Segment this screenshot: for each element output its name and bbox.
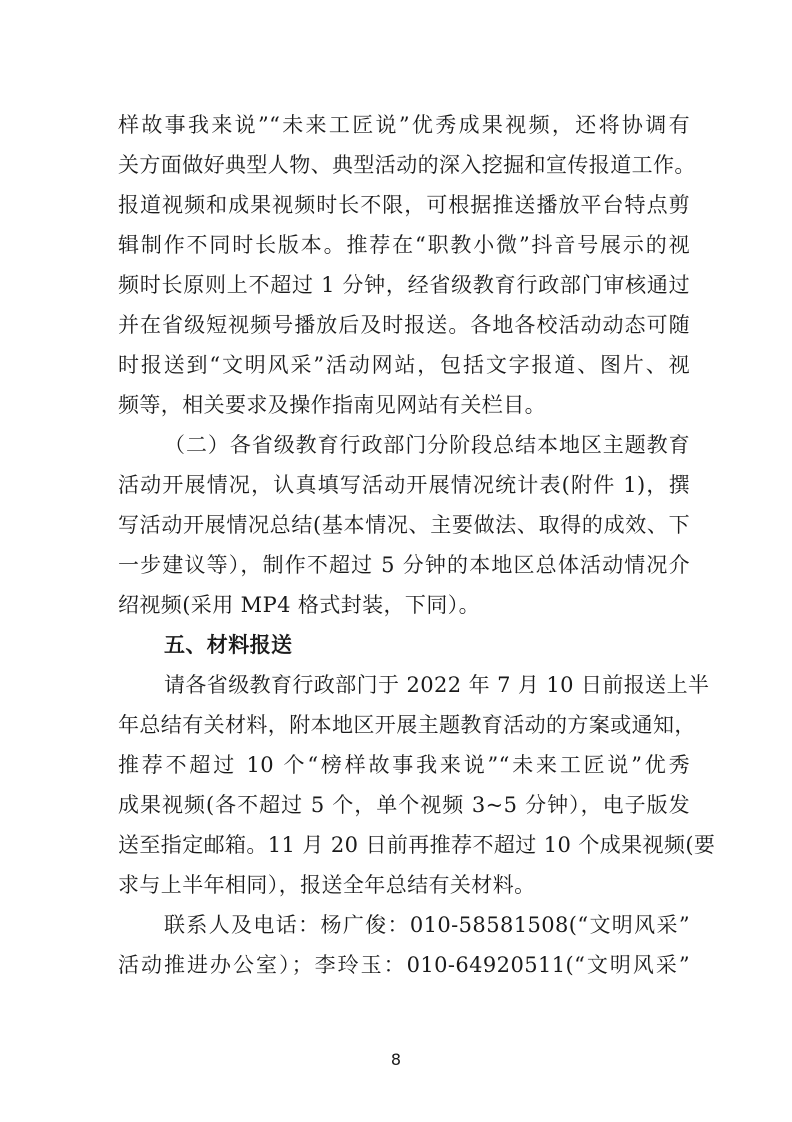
paragraph-line: 辑制作不同时长版本。推荐在“职教小微”抖音号展示的视 bbox=[118, 233, 690, 257]
paragraph-first-line: 联系人及电话：杨广俊：010-58581508(“文明风采” bbox=[164, 913, 690, 937]
paragraph-line: 活动开展情况，认真填写活动开展情况统计表(附件 1)，撰 bbox=[118, 473, 690, 497]
paragraph-line: 推荐不超过 10 个“榜样故事我来说”“未来工匠说”优秀 bbox=[118, 753, 690, 777]
paragraph-line: 样故事我来说”“未来工匠说”优秀成果视频，还将协调有 bbox=[118, 113, 690, 137]
paragraph-line: 成果视频(各不超过 5 个，单个视频 3~5 分钟），电子版发 bbox=[118, 793, 690, 817]
paragraph-line: 时报送到“文明风采”活动网站，包括文字报道、图片、视 bbox=[118, 353, 690, 377]
paragraph-first-line: 请各省级教育行政部门于 2022 年 7 月 10 日前报送上半 bbox=[164, 673, 710, 697]
paragraph-line: 一步建议等），制作不超过 5 分钟的本地区总体活动情况介 bbox=[118, 553, 690, 577]
paragraph-line: 写活动开展情况总结(基本情况、主要做法、取得的成效、下 bbox=[118, 513, 690, 537]
paragraph-line: 频时长原则上不超过 1 分钟，经省级教育行政部门审核通过 bbox=[118, 273, 690, 297]
paragraph-line: 频等，相关要求及操作指南见网站有关栏目。 bbox=[118, 393, 546, 417]
paragraph-line: 关方面做好典型人物、典型活动的深入挖掘和宣传报道工作。 bbox=[118, 153, 696, 177]
paragraph-line: 送至指定邮箱。11 月 20 日前再推荐不超过 10 个成果视频(要 bbox=[118, 833, 716, 857]
paragraph-line: 求与上半年相同），报送全年总结有关材料。 bbox=[118, 873, 536, 897]
paragraph-line: 年总结有关材料，附本地区开展主题教育活动的方案或通知， bbox=[118, 713, 696, 737]
paragraph-first-line: （二）各省级教育行政部门分阶段总结本地区主题教育 bbox=[164, 433, 690, 457]
page-number: 8 bbox=[390, 1050, 402, 1069]
section-heading: 五、材料报送 bbox=[164, 633, 293, 657]
paragraph-line: 报道视频和成果视频时长不限，可根据推送播放平台特点剪 bbox=[118, 193, 690, 217]
paragraph-line: 活动推进办公室）；李玲玉：010-64920511(“文明风采” bbox=[118, 953, 690, 977]
paragraph-line: 绍视频(采用 MP4 格式封装，下同）。 bbox=[118, 593, 481, 617]
paragraph-line: 并在省级短视频号播放后及时报送。各地各校活动动态可随 bbox=[118, 313, 690, 337]
